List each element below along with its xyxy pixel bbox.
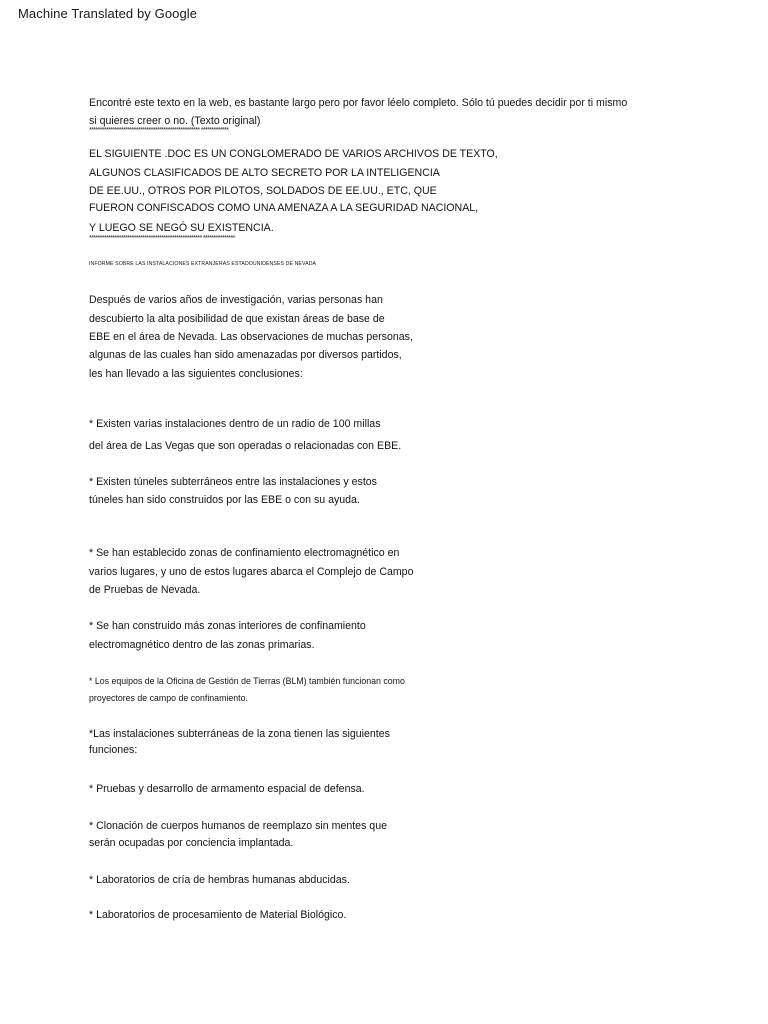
intro-line-2: si quieres creer o no. (Texto original) <box>89 115 261 127</box>
bullet-3-line-2: varios lugares, y uno de estos lugares abarca el Complejo de Campo <box>89 566 414 578</box>
bullet-5-line-2: proyectores de campo de confinamiento. <box>89 693 248 703</box>
bullet-4-line-2: electromagnético dentro de las zonas primarias. <box>89 639 315 651</box>
paragraph-1-line-5: les han llevado a las siguientes conclusiones: <box>89 368 303 380</box>
bullet-3-line-3: de Pruebas de Nevada. <box>89 584 201 596</box>
bullet-2-line-1: * Existen túneles subterráneos entre las instalaciones y estos <box>89 476 377 488</box>
paragraph-1-line-4: algunas de las cuales han sido amenazadas por diversos partidos, <box>89 349 402 361</box>
bullet-5-line-1: * Los equipos de la Oficina de Gestión de Tierras (BLM) también funcionan como <box>89 676 405 686</box>
caps-line-3: DE EE.UU., OTROS POR PILOTOS, SOLDADOS DE EE.UU., ETC, QUE <box>89 185 437 197</box>
machine-translated-label: Machine Translated by Google <box>18 6 198 21</box>
report-title: INFORME SOBRE LAS INSTALACIONES EXTRANJERAS ESTADOUNIDENSES DE NEVADA <box>89 261 317 267</box>
separator-stars-1: **************************************************** ************* <box>89 127 229 134</box>
paragraph-1-line-3: EBE en el área de Nevada. Las observaciones de muchas personas, <box>89 331 413 343</box>
caps-line-2: ALGUNOS CLASIFICADOS DE ALTO SECRETO POR LA INTELIGENCIA <box>89 167 440 179</box>
bullet-6-line-2: funciones: <box>89 744 138 756</box>
bullet-9: * Laboratorios de cría de hembras humanas abducidas. <box>89 874 350 886</box>
bullet-7: * Pruebas y desarrollo de armamento espacial de defensa. <box>89 783 365 795</box>
bullet-1-line-2: del área de Las Vegas que son operadas o relacionadas con EBE. <box>89 440 402 452</box>
bullet-10: * Laboratorios de procesamiento de Material Biológico. <box>89 909 347 921</box>
paragraph-1-line-2: descubierto la alta posibilidad de que existan áreas de base de <box>89 313 385 325</box>
paragraph-1-line-1: Después de varios años de investigación, varias personas han <box>89 294 383 306</box>
caps-line-4: FUERON CONFISCADOS COMO UNA AMENAZA A LA SEGURIDAD NACIONAL, <box>89 202 479 214</box>
bullet-4-line-1: * Se han construido más zonas interiores de confinamiento <box>89 620 366 632</box>
bullet-6-line-1: *Las instalaciones subterráneas de la zona tienen las siguientes <box>89 728 390 740</box>
bullet-8-line-1: * Clonación de cuerpos humanos de reemplazo sin mentes que <box>89 820 387 832</box>
intro-line-1: Encontré este texto en la web, es bastante largo pero por favor léelo completo. Sólo tú puedes decidir por ti mismo <box>89 97 628 109</box>
caps-line-5: Y LUEGO SE NEGÓ SU EXISTENCIA. <box>89 222 274 234</box>
bullet-1-line-1: * Existen varias instalaciones dentro de un radio de 100 millas <box>89 418 381 430</box>
caps-line-1: EL SIGUIENTE .DOC ES UN CONGLOMERADO DE VARIOS ARCHIVOS DE TEXTO, <box>89 148 498 160</box>
bullet-8-line-2: serán ocupadas por conciencia implantada. <box>89 837 294 849</box>
bullet-3-line-1: * Se han establecido zonas de confinamiento electromagnético en <box>89 547 400 559</box>
separator-stars-2: ***************************************************** *************** <box>89 235 235 242</box>
bullet-2-line-2: túneles han sido construidos por las EBE o con su ayuda. <box>89 494 360 506</box>
